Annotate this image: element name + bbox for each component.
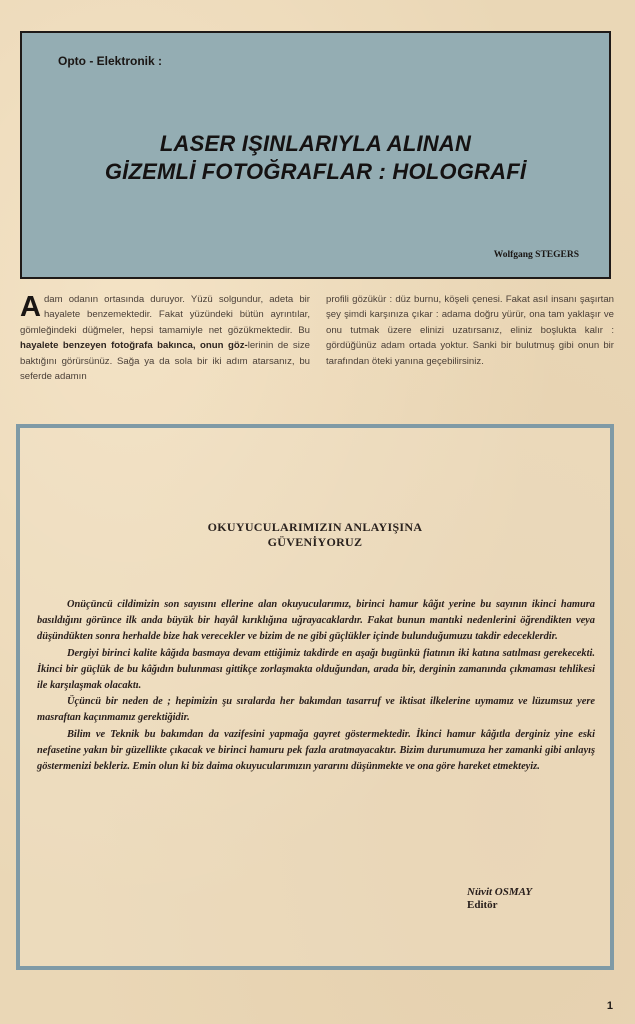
page-number: 1 <box>606 1000 613 1012</box>
intro-bold-phrase: hayalete benzeyen fotoğrafa bakınca, onun göz- <box>20 340 248 352</box>
author-byline: Wolfgang STEGERS <box>493 250 579 260</box>
intro-text-end: lerinin de size baktığını görürsünüz. Sağa ya da sola bir iki adım atarsanız, bu seferde adamın <box>20 340 310 383</box>
intro-left-column <box>20 292 310 384</box>
intro-text-start: dam odanın ortasında duruyor. Yüzü solgundur, adeta bir hayalete benzemektedir. Fakat yüzündeki bütün ayrıntılar, gömleğindeki düğmeler, hepsi tamamiyle net gözükmektedir. Bu <box>20 294 310 336</box>
article-headline <box>22 130 609 186</box>
notice-paragraph: Onüçüncü cildimizin son sayısını ellerine alan okuyucularımız, birinci hamur kâğıt yerine bu sayının ikinci hamura basıldığını görünce ilk anda büyük bir hayâl kırıklığına uğrayacaklardır. Fakat bunun mantıki nedenlerini öğrendikten veya düşündükten sonra herhalde bize hak verecekler ve bizim de ne gibi güçlükler içinde bulunduğumuzu takdir edeceklerdir. <box>37 599 595 643</box>
notice-title-line-1: OKUYUCULARIMIZIN ANLAYIŞINA <box>207 520 423 534</box>
article-header-box <box>20 31 611 279</box>
intro-right-column: profili gözükür : düz burnu, köşeli çenesi. Fakat asıl insanı şaşırtan şey şimdi karşınıza çıkar : adama doğru yürür, ona tam yaklaşır ve onu tutmak üzere elinizi uzatırsanız, eliniz boşlukta kalır : gördüğünüz adam ortada yoktur. Sanki bir bulutmuş gibi onun bir tarafından öteki yanına geçebilirsiniz. <box>326 294 614 367</box>
editor-title: Editör <box>467 899 498 911</box>
headline-line-1: LASER IŞINLARIYLA ALINAN <box>159 131 472 156</box>
section-label: Opto - Elektronik : <box>58 54 163 68</box>
notice-paragraph: Üçüncü bir neden de ; hepimizin şu sıralarda her bakımdan tasarruf ve iktisat ilkelerine uymamız ve lüzumsuz yere masraftan kaçınmamız gerektiğidir. <box>37 696 595 724</box>
notice-paragraph: Dergiyi birinci kalite kâğıda basmaya devam ettiğimiz takdirde en aşağı bugünkü fiatının iki katına satılması gerekecekti. İkinci bir güçlük de bu kâğıdın bulunması gittikçe zorlaşmakta olduğundan, arada bir, derginin zamanında çıkmaması tehlikesi ile karşılaşmak olacaktı. <box>37 647 595 692</box>
drop-cap: A <box>20 291 41 323</box>
headline-line-2: GİZEMLİ FOTOĞRAFLAR : HOLOGRAFİ <box>104 159 527 184</box>
notice-title-line-2: GÜVENİYORUZ <box>267 535 363 549</box>
editor-signature <box>467 886 532 912</box>
editor-notice-box <box>16 424 614 970</box>
notice-paragraph: Bilim ve Teknik bu bakımdan da vazifesini yapmağa gayret göstermektedir. İkinci hamur kâğıtla derginiz yine eski nefasetine yakın bir güzellikte çıkacak ve birinci hamuru pek fazla aratmayacaktır. Bizim durumumuza her zamanki gibi anlayış göstermenizi bekleriz. Emin olun ki biz daima okuyucularımızın yararını düşünmekte ve ona göre hareket etmekteyiz. <box>37 728 595 773</box>
editor-name: Nüvit OSMAY <box>467 886 533 898</box>
notice-body <box>37 597 595 775</box>
notice-title <box>20 520 610 550</box>
